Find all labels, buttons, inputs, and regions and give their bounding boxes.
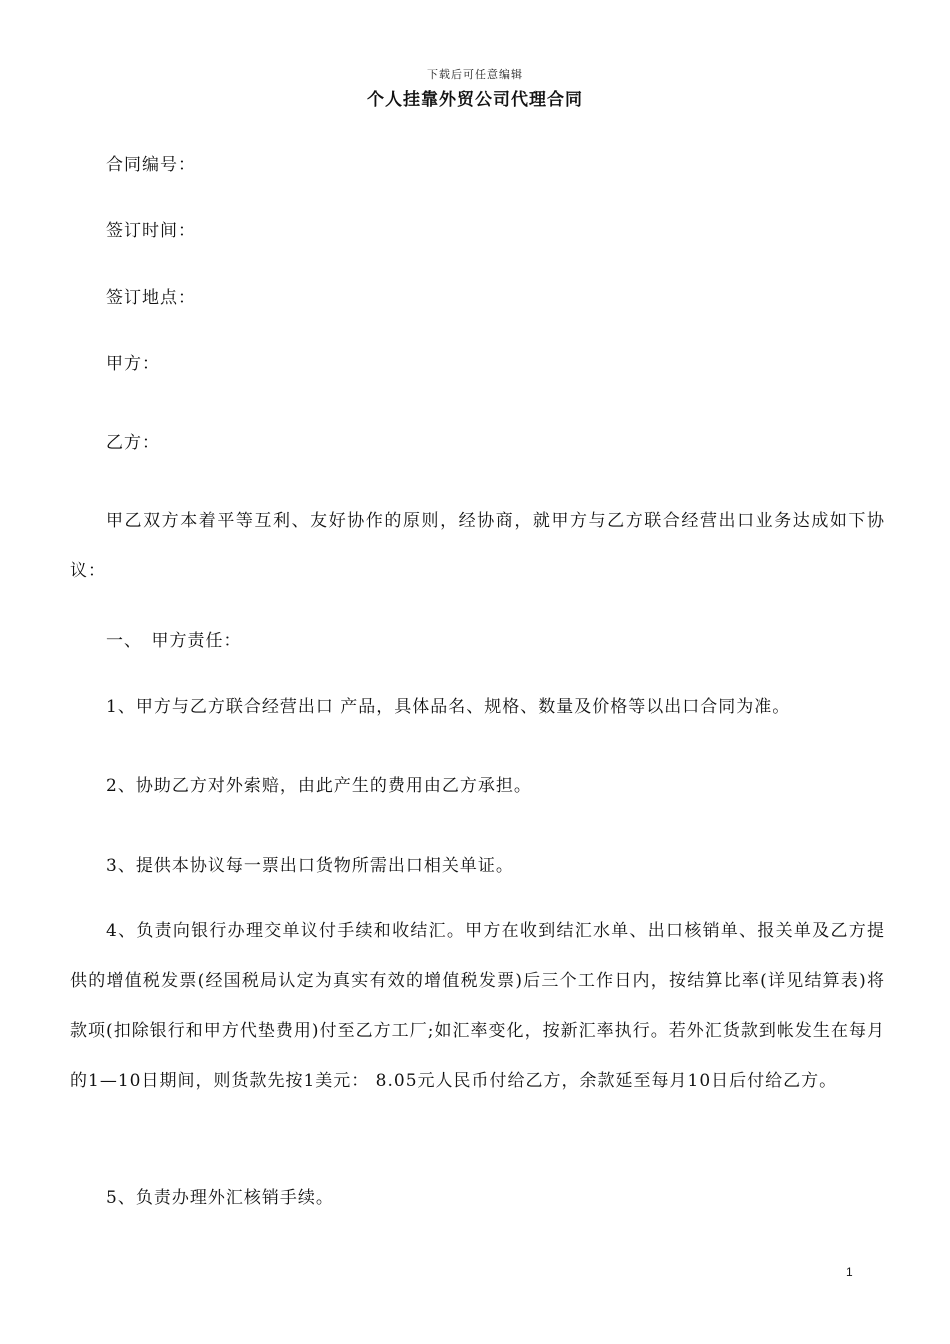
party-a-label: 甲方： bbox=[106, 354, 160, 374]
header-note: 下载后可任意编辑 bbox=[427, 68, 523, 81]
clause-5: 5、负责办理外汇核销手续。 bbox=[106, 1188, 334, 1208]
document-title: 个人挂靠外贸公司代理合同 bbox=[367, 90, 583, 110]
page-number: 1 bbox=[846, 1265, 853, 1279]
sign-date-label: 签订时间： bbox=[106, 221, 196, 241]
clause-2: 2、协助乙方对外索赔，由此产生的费用由乙方承担。 bbox=[106, 776, 532, 796]
clause-3: 3、提供本协议每一票出口货物所需出口相关单证。 bbox=[106, 856, 514, 876]
clause-1: 1、甲方与乙方联合经营出口 产品，具体品名、规格、数量及价格等以出口合同为准。 bbox=[106, 697, 791, 717]
party-b-label: 乙方： bbox=[106, 433, 160, 453]
section-1-heading: 一、 甲方责任： bbox=[106, 631, 242, 651]
clause-4: 4、负责向银行办理交单议付手续和收结汇。甲方在收到结汇水单、出口核销单、报关单及乙方提供的增值税发票(经国税局认定为真实有效的增值税发票)后三个工作日内，按结算比率(详见结算表)将款项(扣除银行和甲方代垫费用)付至乙方工厂;如汇率变化，按新汇率执行。若外汇货款到帐发生在每月的1—10日期间，则货款先按1美元： 8.05元人民币付给乙方，余款延至每月10日后付给乙方。 bbox=[70, 921, 885, 1091]
intro-paragraph: 甲乙双方本着平等互利、友好协作的原则，经协商，就甲方与乙方联合经营出口业务达成如下协议： bbox=[70, 511, 885, 581]
contract-number-label: 合同编号： bbox=[106, 155, 196, 175]
sign-place-label: 签订地点： bbox=[106, 288, 196, 308]
